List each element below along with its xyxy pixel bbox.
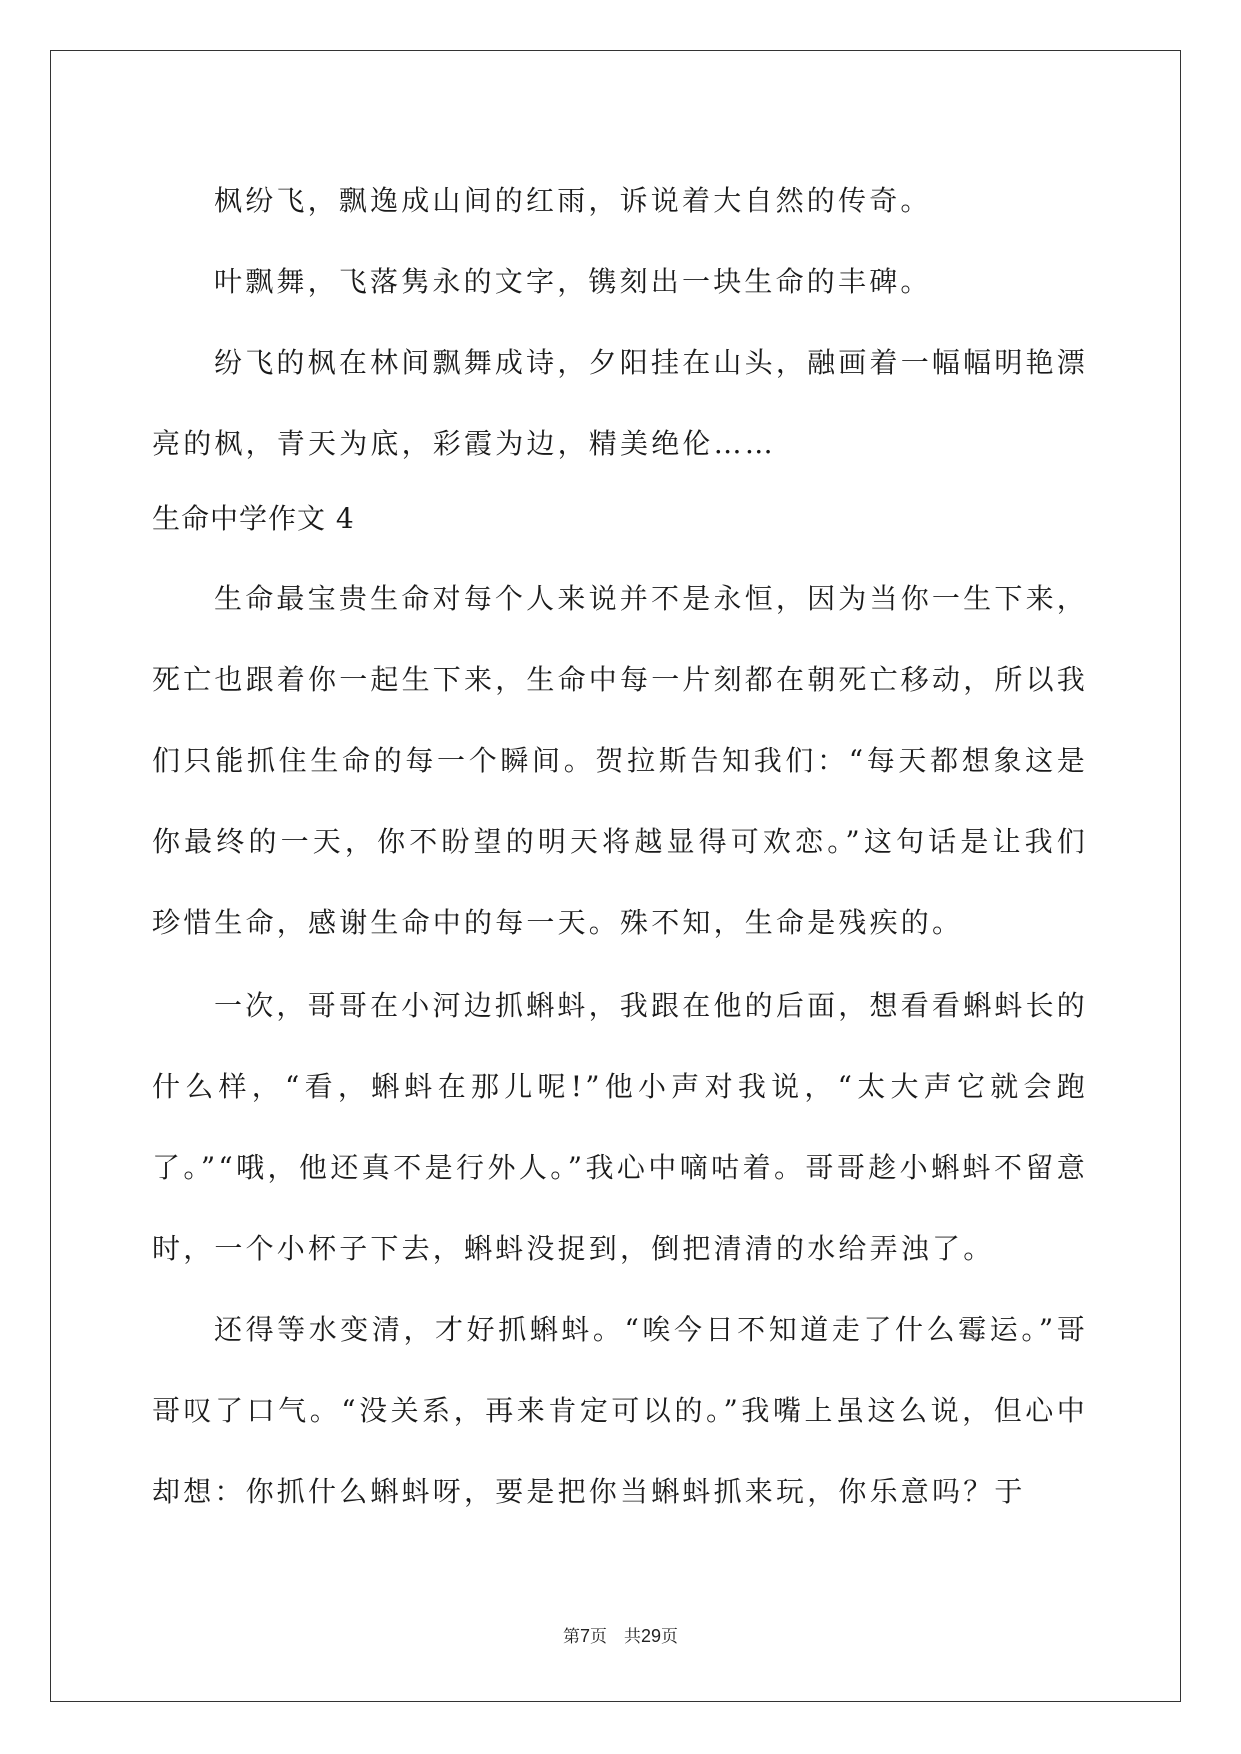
paragraph-2: 叶飘舞，飞落隽永的文字，镌刻出一块生命的丰碑。 bbox=[214, 265, 932, 298]
paragraph-3: 纷飞的枫在林间飘舞成诗，夕阳挂在山头，融画着一幅幅明艳漂亮的枫，青天为底，彩霞为边，精美绝伦…… bbox=[152, 346, 1088, 460]
page-footer bbox=[0, 1622, 1241, 1647]
paragraph-1: 枫纷飞，飘逸成山间的红雨，诉说着大自然的传奇。 bbox=[214, 184, 932, 217]
paragraph-6: 还得等水变清，才好抓蝌蚪。“唉今日不知道走了什么霉运。”哥哥叹了口气。“没关系，再来肯定可以的。”我嘴上虽这么说，但心中却想：你抓什么蝌蚪呀，要是把你当蝌蚪抓来玩，你乐意吗？于 bbox=[152, 1313, 1088, 1508]
page-suffix: 页 bbox=[661, 1627, 679, 1647]
paragraph-4: 生命最宝贵生命对每个人来说并不是永恒，因为当你一生下来，死亡也跟着你一起生下来，生命中每一片刻都在朝死亡移动，所以我们只能抓住生命的每一个瞬间。贺拉斯告知我们：“每天都想象这是你最终的一天，你不盼望的明天将越显得可欢恋。”这句话是让我们珍惜生命，感谢生命中的每一天。殊不知，生命是残疾的。 bbox=[152, 582, 1089, 939]
paragraph-5: 一次，哥哥在小河边抓蝌蚪，我跟在他的后面，想看看蝌蚪长的什么样，“看，蝌蚪在那儿呢!”他小声对我说，“太大声它就会跑了。”“哦，他还真不是行外人。”我心中嘀咕着。哥哥趁小蝌蚪不留意时，一个小杯子下去，蝌蚪没捉到，倒把清清的水给弄浊了。 bbox=[152, 989, 1088, 1265]
page-current: 7 bbox=[579, 1626, 590, 1646]
page-mid: 页 共 bbox=[589, 1627, 641, 1647]
page-total: 29 bbox=[640, 1626, 662, 1646]
section-heading: 生命中学作文 4 bbox=[152, 502, 355, 535]
page-prefix: 第 bbox=[562, 1627, 580, 1647]
